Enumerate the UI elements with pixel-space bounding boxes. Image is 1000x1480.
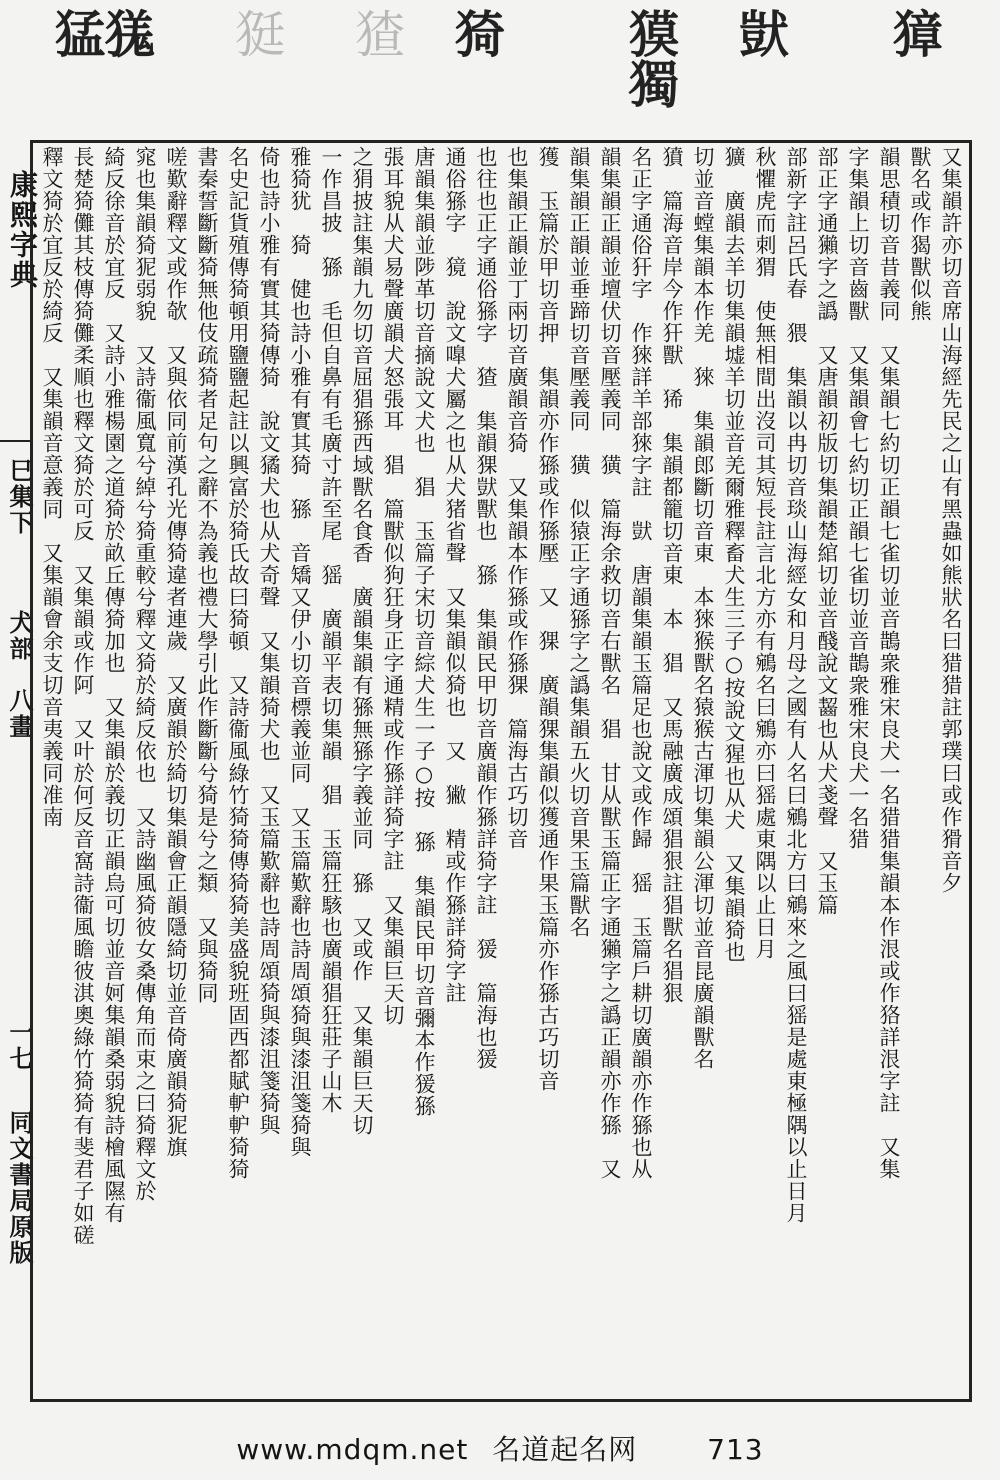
text-column: 雅猗犹 猗 健也詩小雅有實其猗 猻 音矯又伊小切音標義並同 又玉篇歎辭也詩周頌猗與漆沮箋猗與 [288,146,312,1158]
text-column: 秋懼虎而刺猬 使無相間出沒司其短長註言北方亦有鵷名曰鵷亦曰猺處東隅以止日月 [753,146,777,960]
text-column: 韻思積切音昔義同 又集韻七約切正韻七雀切並音鵲衆雅宋良犬一名猎猎集韻本作泿或作狢詳泿字註 又集 [877,146,901,1180]
page-number-chinese: 一七 [5,1020,34,1072]
seal-glyph: 獏獨 [621,8,680,108]
seal-glyph: 獐 [893,5,943,64]
seal-script-strip [30,0,970,140]
text-column: 獖 篇海音岸今作犴獸 狶 集韻都籠切音東 本 猖 又馬融廣成頌猖狠註猖獸名猖狠 [660,146,684,1004]
seal-glyph-faint: 猹 [355,6,405,64]
text-column: 倚也詩小雅有實其猗傳猗 說文獝犬也从犬奇聲 又集韻猗犬也 又玉篇歎辭也詩周頌猗與漆沮箋猗與 [257,146,281,1136]
side-margin [0,140,39,1402]
book-title: 康熙字典 [6,170,39,290]
text-column: 張耳貌从犬易聲廣韻犬怒張耳 猖 篇獸似狗狂身正字通精或作猻詳猗字註 又集韻巨天切 [381,146,405,1026]
footer-url[interactable]: www.mdqm.net [236,1433,469,1466]
text-column: 獸名或作猲獸似熊 [908,146,932,322]
text-column: 名史記貨殖傳猗頓用鹽鹽起註以興富於猗氏故曰猗頓 又詩衞風綠竹猗猗傳猗猗美盛貌班固西都賦䡎䡎猗猗 [226,146,250,1180]
text-column: 釋文猗於宜反於綺反 又集韻音意義同 又集韻會余支切音夷義同准南 [40,146,64,828]
text-column: 一作昌披 猻 毛但自鼻有毛廣寸許至尾 猺 廣韻平表切集韻 猖 玉篇狂駭也廣韻猖狂莊子山木 [319,146,343,1114]
footer-site-name: 名道起名网 [492,1433,638,1466]
text-column: 長楚猗儺其枝傳猗儺柔順也釋文猗於可反 又集韻或作阿 又叶於何反音窩詩衞風瞻彼淇奧綠竹猗猗有斐君子如磋 [71,146,95,1246]
radical-strokes: 犬部 八畫 [5,610,34,740]
text-column: 切並音螳集韻本作羌 猍 集韻郎斷切音東 本猍猴獸名猿猴古渾切集韻公渾切並音昆廣韻獸名 [691,146,715,1070]
text-column: 書秦誓斷斷猗無他伎疏猗者足句之辭不為義也禮大學引此作斷斷兮猗是兮之類 又與猗同 [195,146,219,1004]
text-column: 之狷披註集韻九勿切音屈猖猻西域獸名食香 廣韻集韻有猻無猻字義並同 猻 又或作 又集韻巨天切 [350,146,374,1136]
text-column: 韻集韻正韻並壇伏切音壓義同 獚 篇海余救切音右獸名 猖 甘从獸玉篇正字通獺字之譌正韻亦作猻 又 [598,146,622,1180]
text-column: 部新字註呂氏春 猥 集韻以冉切音琰山海經女和月母之國有人名曰鵷北方曰鵷來之風曰猺是處東極隅以止日月 [784,146,808,1224]
publisher: 同文書局原版 [5,1110,34,1266]
text-column: 也往也正字通俗猻字 猹 集韻猓獃獸也 猻 集韻民甲切音廣韻作猻詳猗字註 猨 篇海也猨 [474,146,498,1070]
footer [0,1428,1000,1480]
text-column: 部正字通獺字之譌 又唐韻初版切集韻楚綰切並音醆說文齧也从犬戔聲 又玉篇 [815,146,839,916]
seal-glyph: 獃 [731,8,790,58]
section-label: 巳集下 [5,458,34,536]
seal-glyph: 猛獇 [55,5,155,64]
text-column: 嗟歎辭釋文或作欹 又與依同前漢孔光傳猗違者連歲 又廣韻於綺切集韻會正韻隱綺切並音倚廣韻猗狔旗 [164,146,188,1158]
text-column: 窕也集韻猗狔弱貌 又詩衞風寬兮綽兮猗重較兮釋文猗於綺反依也 又詩幽風猗彼女桑傳角而束之曰猗釋文於 [133,146,157,1202]
margin-divider [0,440,30,442]
text-column: 又集韻許亦切音席山海經先民之山有黑蟲如熊狀名曰猎猎註郭璞曰或作猾音夕 [939,146,963,894]
text-column: 綺反徐音於宜反 又詩小雅楊園之道猗於畝丘傳猗加也 又集韻於義切正韻烏可切並音妸集韻桑弱貌詩檜風隰有 [102,146,126,1224]
seal-glyph: 猗 [455,5,505,64]
footer-page-number: 713 [707,1433,764,1466]
text-column: 獲 玉篇於甲切音押 集韻亦作猻或作猻壓 又 猓 廣韻猓集韻似獲通作果玉篇亦作猻古巧切音 [536,146,560,1092]
text-column: 也集韻正韻並丁兩切音廣韻音猗 又集韻本作猻或作猻猓 篇海古巧切音 [505,146,529,850]
text-column: 字集韻上切音齒獸 又集韻會七約切正韻七雀切並音鵲衆雅宋良犬一名猎 [846,146,870,850]
text-column: 唐韻集韻並陟革切音摘說文犬也 猖 玉篇子宋切音綜犬生一子○按 猻 集韻民甲切音彌本作猨猻 [412,146,436,1117]
text-column: 獷 廣韻去羊切集韻墟羊切並音羌爾雅釋畜犬生三子○按說文猩也从犬 又集韻猗也 [722,146,746,963]
text-column: 韻集韻正韻並垂蹄切音壓義同 獚 似猿正字通猻字之譌集韻五火切音果玉篇獸名 [567,146,591,938]
dictionary-body [36,146,966,1396]
text-column: 通俗猻字 獍 說文嘷犬屬之也从犬猪省聲 又集韻似猗也 又 獙 精或作猻詳猗字註 [443,146,467,1004]
seal-glyph-faint: 㹶 [235,6,285,64]
text-column: 名正字通俗犴字 作猍詳羊部猍字註 獃 唐韻集韻玉篇足也說文或作歸 猺 玉篇戶耕切廣韻亦作猻也从 [629,146,653,1180]
